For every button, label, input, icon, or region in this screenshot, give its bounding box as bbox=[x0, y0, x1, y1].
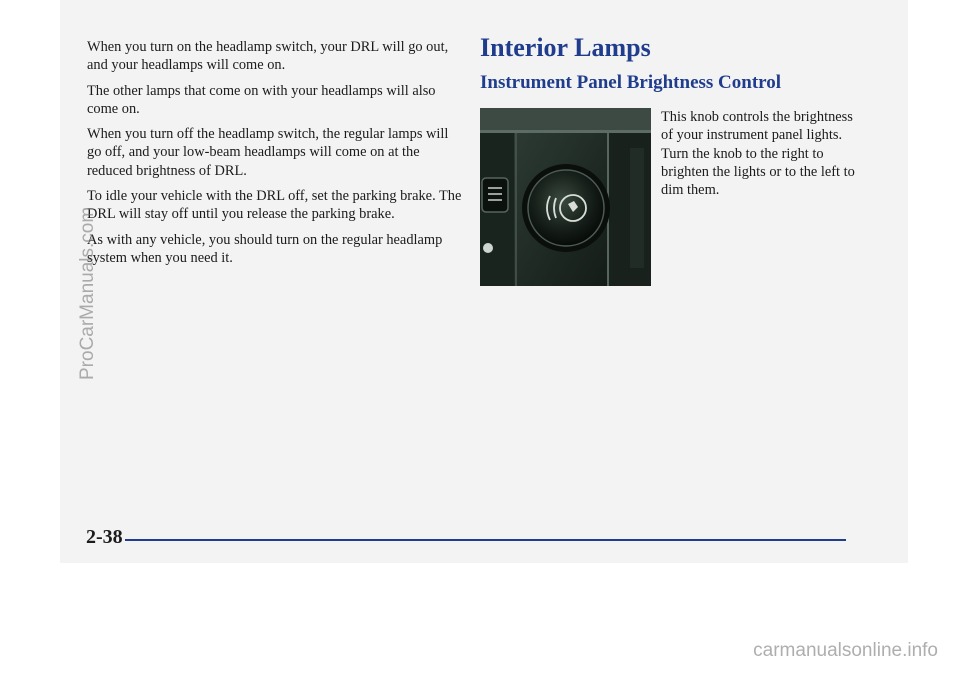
footer-rule bbox=[125, 539, 846, 541]
page-number: 2-38 bbox=[86, 526, 123, 548]
side-watermark: ProCarManuals.com bbox=[77, 206, 98, 380]
left-column bbox=[87, 38, 462, 274]
section-title: Interior Lamps bbox=[480, 33, 651, 62]
paragraph-other-lamps: The other lamps that come on with your headlamps will also come on. bbox=[87, 82, 436, 117]
paragraph-parking-brake: To idle your vehicle with the DRL off, set the parking brake. The DRL will stay off until you release the parking brake. bbox=[87, 188, 462, 223]
brightness-knob-image bbox=[480, 108, 651, 286]
brightness-knob-photo bbox=[480, 108, 651, 286]
knob-description-text: This knob controls the brightness of your instrument panel lights. Turn the knob to the right to brighten the lights or to the left to dim them. bbox=[661, 109, 855, 199]
subsection-title: Instrument Panel Brightness Control bbox=[480, 72, 782, 93]
knob-description bbox=[661, 108, 861, 199]
paragraph-drl-headlamp-on: When you turn on the headlamp switch, your DRL will go out, and your headlamps will come on. bbox=[87, 39, 449, 74]
paragraph-headlamp-off: When you turn off the headlamp switch, the regular lamps will go off, and your low-beam headlamps will come on at the reduced brightness of DRL. bbox=[87, 126, 449, 179]
paragraph-regular-headlamps: As with any vehicle, you should turn on the regular headlamp system when you need it. bbox=[87, 231, 443, 266]
bottom-watermark: carmanualsonline.info bbox=[753, 640, 938, 661]
